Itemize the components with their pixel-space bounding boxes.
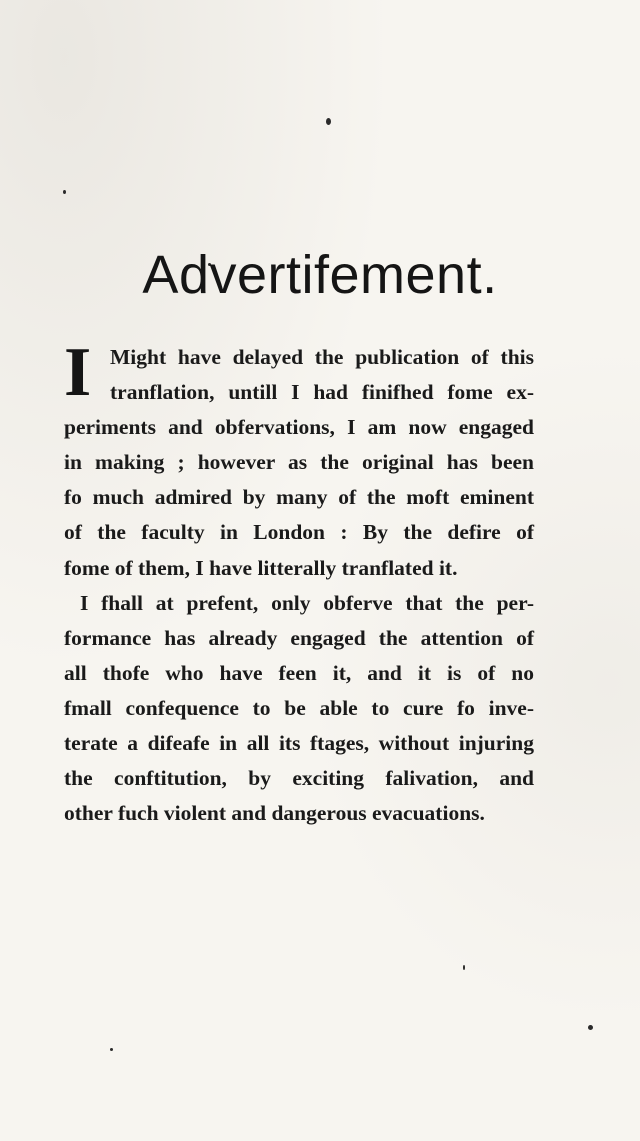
text-line: other fuch violent and dangerous evacuations. <box>64 801 485 826</box>
text-line: all thofe who have feen it, and it is of no <box>64 660 534 685</box>
advertisement-body <box>64 334 534 831</box>
page-title: Advertifement. <box>142 245 498 305</box>
ink-speck <box>110 1048 113 1051</box>
ink-speck <box>463 965 465 970</box>
drop-cap: I <box>64 334 92 411</box>
ink-speck <box>63 190 66 194</box>
text-line: I fhall at prefent, only obferve that the per- <box>80 590 534 615</box>
text-line: terate a difeafe in all its ftages, without injuring <box>64 731 534 756</box>
text-line: in making ; however as the original has been <box>64 450 534 475</box>
text-line: fome of them, I have litterally tranflated it. <box>64 555 458 580</box>
text-line: the conftitution, by exciting falivation, and <box>64 766 534 791</box>
text-line: Might have delayed the publication of this <box>110 345 534 369</box>
text-line: formance has already engaged the attention of <box>64 625 534 650</box>
paragraph-2 <box>64 586 534 832</box>
ink-speck <box>326 118 331 125</box>
text-line: fmall confequence to be able to cure fo inve- <box>64 695 534 720</box>
paragraph-1 <box>64 334 534 586</box>
text-line: of the faculty in London : By the defire of <box>64 520 534 545</box>
text-line: tranflation, untill I had finifhed fome ex- <box>110 380 534 405</box>
text-line: periments and obfervations, I am now engaged <box>64 415 534 440</box>
ink-speck <box>588 1025 593 1030</box>
text-line: fo much admired by many of the moft eminent <box>64 485 534 510</box>
